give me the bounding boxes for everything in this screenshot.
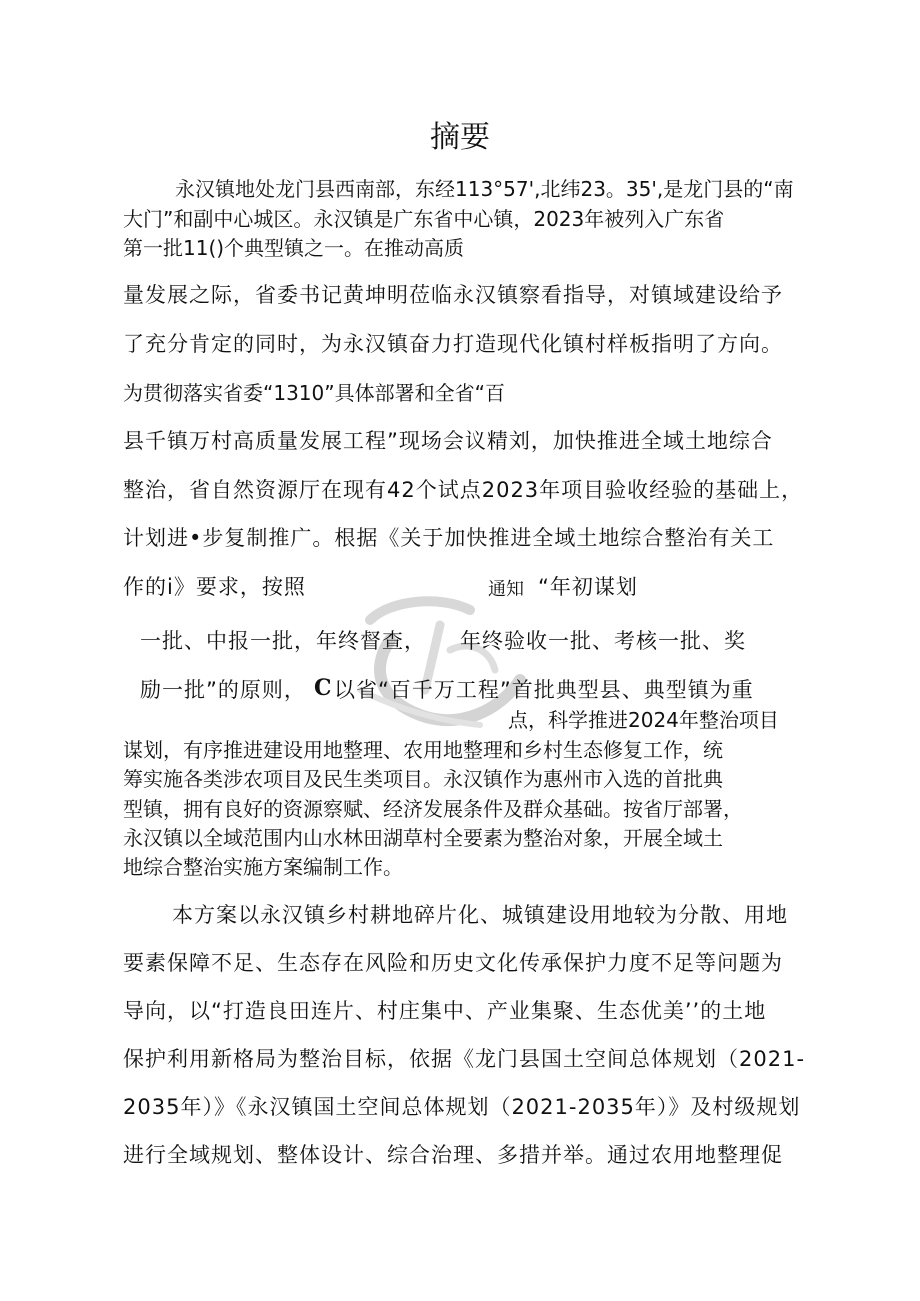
para1-line-18: 地综合整治实施方案编制工作。	[123, 855, 403, 879]
para1-line-16: 型镇，拥有良好的资源察赋、经济发展条件及群众基础。按省厅部署，	[123, 797, 743, 821]
para1-line-10a: 作的i》要求，按照	[123, 575, 306, 599]
para1-line-6: 为贯彻落实省委“1310”具体部署和全省“百	[123, 381, 505, 405]
para2-line-2: 要素保障不足、生态存在风险和历史文化传承保护力度不足等问题为	[123, 951, 783, 975]
para2-line-4: 保护利用新格局为整治目标，依据《龙门县国土空间总体规划（2021-	[123, 1047, 806, 1071]
para1-line-13: 点，科学推进2024年整治项目	[508, 708, 779, 732]
para1-line-14: 谋划，有序推进建设用地整理、农用地整理和乡村生态修复工作，统	[123, 738, 723, 762]
para1-line-4: 量发展之际，省委书记黄坤明莅临永汉镇察看指导，对镇域建设给予	[123, 283, 783, 307]
para2-line-6: 进行全域规划、整体设计、综合治理、多措并举。通过农用地整理促	[123, 1143, 783, 1167]
page-title: 摘要	[430, 120, 490, 155]
para1-line-10b: “年初谋划	[538, 575, 638, 599]
para1-line-12a: 励一批”的原则，	[140, 678, 306, 702]
overlay-c-mark: C	[314, 675, 332, 701]
para2-line-5: 2035年）》《永汉镇国土空间总体规划（2021-2035年）》及村级规划	[123, 1095, 801, 1119]
para2-line-3: 导向，以“打造良田连片、村庄集中、产业集聚、生态优美’’的土地	[123, 999, 767, 1023]
para1-line-11a: 一批、中报一批，年终督查，	[140, 629, 426, 653]
overlay-notice: 通知	[488, 579, 524, 600]
para1-line-3: 第一批11()个典型镇之一。在推动高质	[123, 236, 465, 260]
para2-line-1: 本方案以永汉镇乡村耕地碎片化、城镇建设用地较为分散、用地	[172, 903, 788, 927]
para1-line-17: 永汉镇以全域范围内山水林田湖草村全要素为整治对象，开展全域土	[123, 826, 723, 850]
para1-line-8: 整治，省自然资源厅在现有42个试点2023年项目验收经验的基础上，	[123, 478, 804, 502]
para1-line-7: 县千镇万村高质量发展工程”现场会议精刘，加快推进全域土地综合	[123, 429, 773, 453]
para1-line-15: 筹实施各类涉农项目及民生类项目。永汉镇作为惠州市入选的首批典	[123, 767, 723, 791]
para1-line-9: 计划进•步复制推广。根据《关于加快推进全域土地综合整治有关工	[123, 526, 775, 550]
para1-line-12b: 以省“百千万工程”首批典型县、典型镇为重	[334, 678, 754, 702]
para1-line-2: 大门”和副中心城区。永汉镇是广东省中心镇，2023年被列入广东省	[123, 207, 725, 231]
para1-line-5: 了充分肯定的同时，为永汉镇奋力打造现代化镇村样板指明了方向。	[123, 332, 783, 356]
para1-line-11b: 年终验收一批、考核一批、奖	[460, 629, 746, 653]
para1-line-1: 永汉镇地处龙门县西南部，东经113°57',北纬23。35',是龙门县的“南	[175, 177, 794, 201]
